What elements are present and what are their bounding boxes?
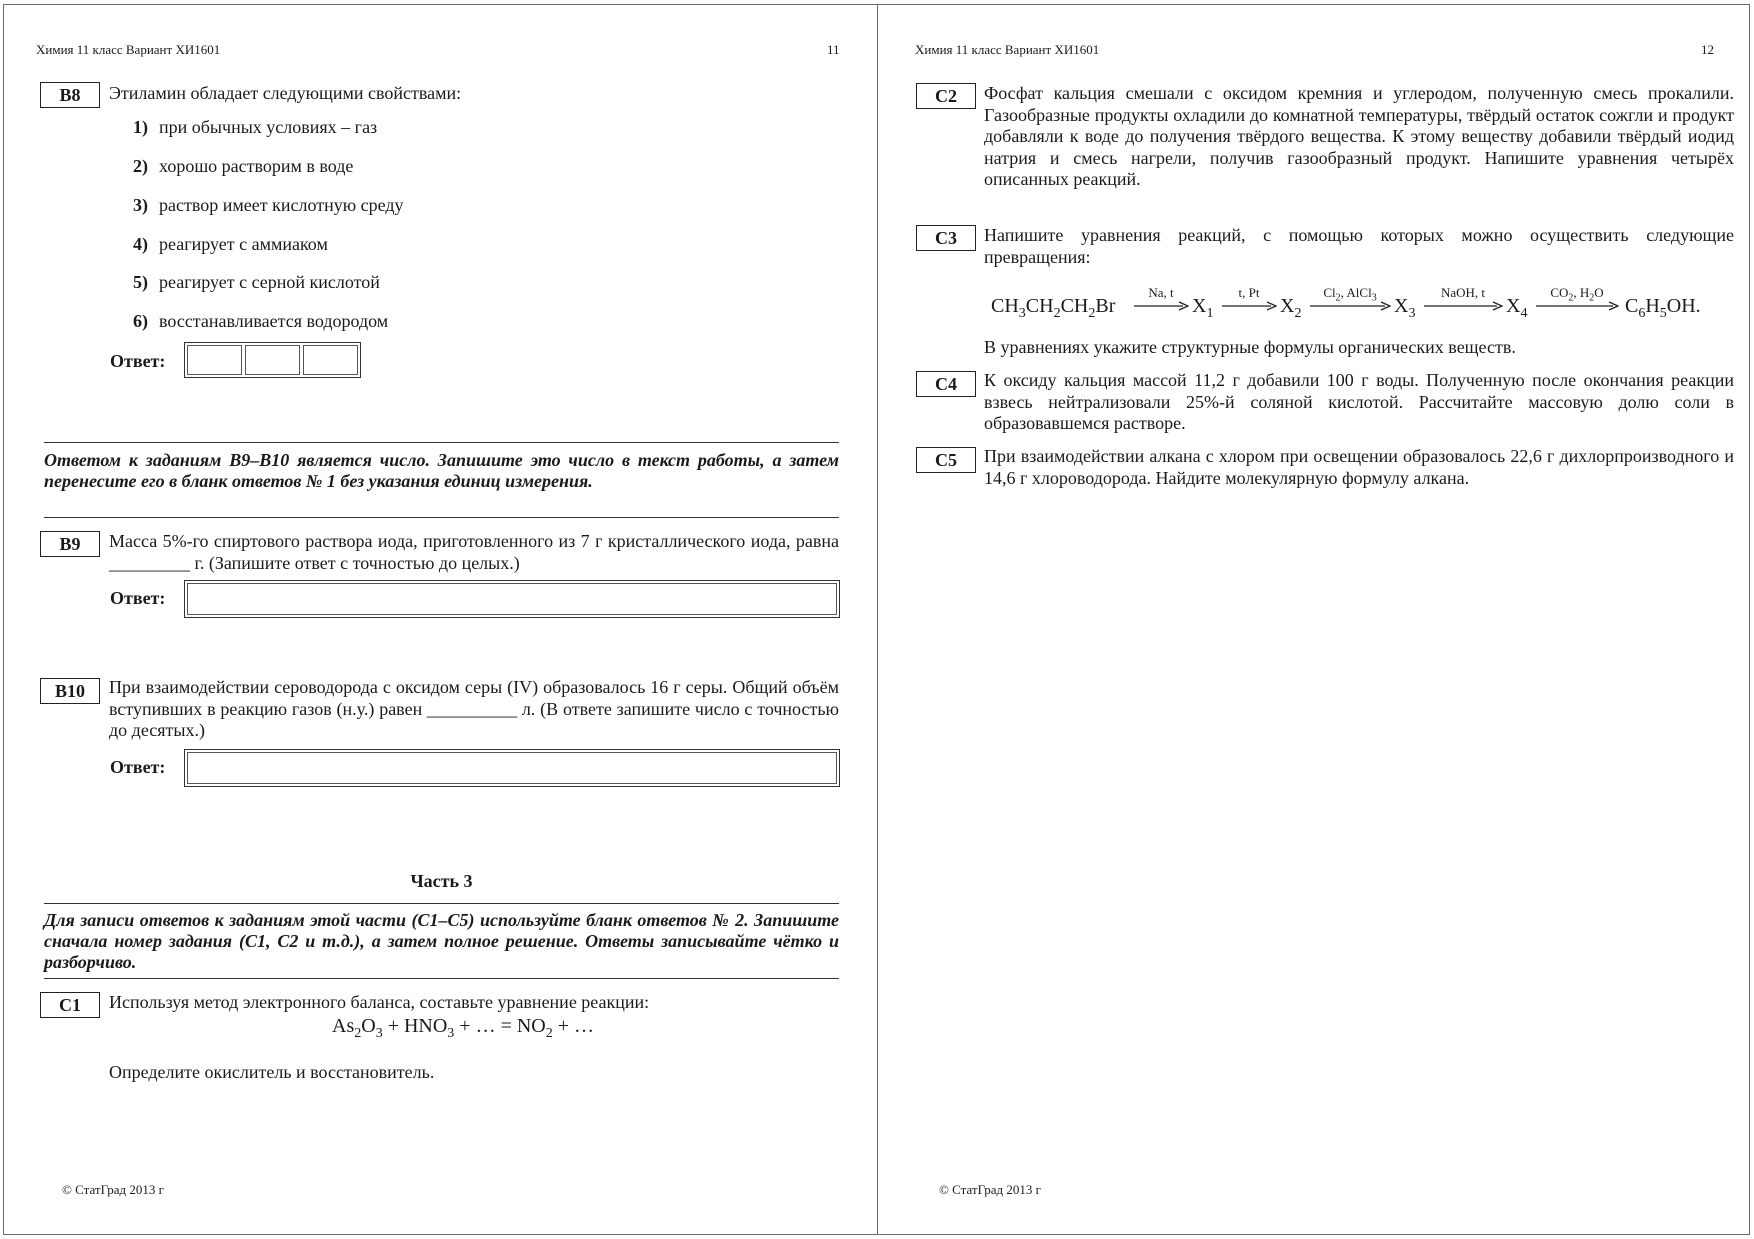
chain-arrow-5: $CO_2$, $H_2O$ <box>1535 285 1619 321</box>
task-label-c3: C3 <box>916 225 976 251</box>
chain-x1: $X_1$ <box>1192 295 1214 321</box>
chain-x4: $X_4$ <box>1506 295 1528 321</box>
b9-answer-field[interactable] <box>184 580 840 618</box>
header-title: Химия 11 класс Вариант ХИ1601 <box>915 42 1100 57</box>
task-label-c1: C1 <box>40 992 100 1018</box>
page-footer: © СтатГрад 2013 г <box>939 1182 1041 1197</box>
chain-end-compound: $C_6H_5OH$. <box>1625 295 1701 321</box>
divider <box>44 978 839 979</box>
task-label-c5: C5 <box>916 447 976 473</box>
instruction-part-3: Для записи ответов к заданиям этой части (С1–С5) используйте бланк ответов № 2. Запишите сначала номер задания (С1, С2 и т.д.), а затем полное решение. Ответы записывайте чётко и разборчиво. <box>44 910 839 972</box>
answer-cell[interactable] <box>187 345 242 375</box>
header-title: Химия 11 класс Вариант ХИ1601 <box>36 42 221 57</box>
part-3-title: Часть 3 <box>410 871 473 891</box>
right-page <box>877 4 1750 1235</box>
b8-answer-label: Ответ: <box>110 351 166 371</box>
page-footer: © СтатГрад 2013 г <box>62 1182 164 1197</box>
c3-note: В уравнениях укажите структурные формулы органических веществ. <box>984 337 1516 357</box>
arrow-icon <box>1535 300 1619 312</box>
arrow-icon <box>1309 300 1391 312</box>
c1-text: Используя метод электронного баланса, составьте уравнение реакции: <box>109 992 650 1012</box>
chain-start-compound: $CH_3CH_2CH_2Br$ <box>991 295 1116 321</box>
b8-question: Этиламин обладает следующими свойствами: <box>109 83 462 103</box>
task-label-b9: B9 <box>40 531 100 557</box>
b10-answer-field[interactable] <box>184 749 840 787</box>
page-header <box>36 42 846 58</box>
c1-followup: Определите окислитель и восстановитель. <box>109 1062 435 1082</box>
page-header <box>915 42 1735 58</box>
chain-arrow-2: t, Pt <box>1221 285 1277 321</box>
answer-cell[interactable] <box>245 345 300 375</box>
chain-x2: $X_2$ <box>1280 295 1302 321</box>
chain-arrow-3: $Cl_2$, AlCl$_3$ <box>1309 285 1391 321</box>
c4-text: К оксиду кальция массой 11,2 г добавили 100 г воды. Полученную после окончания реакции взвесь нейтрализовали 25%-й соляной кислотой. Рассчитайте массовую долю соли в образовавшемся растворе. <box>984 370 1734 433</box>
task-label-b8: B8 <box>40 82 100 108</box>
b8-option-4: 4) реагирует с аммиаком <box>133 234 328 254</box>
arrow-icon <box>1423 300 1503 312</box>
divider <box>44 442 839 443</box>
b8-option-6: 6) восстанавливается водородом <box>133 311 389 331</box>
b8-option-3: 3) раствор имеет кислотную среду <box>133 195 404 215</box>
b8-option-1: 1) при обычных условиях – газ <box>133 117 378 137</box>
b8-option-2: 2) хорошо растворим в воде <box>133 156 354 176</box>
divider <box>44 903 839 904</box>
page-number: 11 <box>827 42 840 57</box>
chain-arrow-4: NaOH, t <box>1423 285 1503 321</box>
task-label-b10: B10 <box>40 678 100 704</box>
page-number: 12 <box>1701 42 1714 57</box>
chain-x3: $X_3$ <box>1394 295 1416 321</box>
task-label-c2: C2 <box>916 83 976 109</box>
answer-cell[interactable] <box>303 345 358 375</box>
b9-text: Масса 5%-го спиртового раствора иода, приготовленного из 7 г кристаллического иода, равна _________ г. (Запишите ответ с точностью до целых.) <box>109 531 839 573</box>
c1-equation: $As_2O_3 + HNO_3$ + … = $NO_2$ + … <box>332 1015 595 1041</box>
b8-option-5: 5) реагирует с серной кислотой <box>133 272 380 292</box>
arrow-icon <box>1133 300 1189 312</box>
chain-arrow-1: Na, t <box>1133 285 1189 321</box>
task-label-c4: C4 <box>916 371 976 397</box>
instruction-b9-b10: Ответом к заданиям В9–В10 является число. Запишите это число в текст работы, а затем перенесите его в бланк ответов № 1 без указания единиц измерения. <box>44 450 839 491</box>
b10-answer-label: Ответ: <box>110 757 166 777</box>
c2-text: Фосфат кальция смешали с оксидом кремния и углеродом, полученную смесь прокалили. Газообразные продукты охладили до комнатной температуры, твёрдый остаток сожгли и продукт добавляли к воде до получения твёрдого вещества. К этому веществу добавили твёрдый иодид натрия и смесь нагрели, получив газообразный продукт. Напишите уравнения четырёх описанных реакций. <box>984 83 1734 189</box>
c3-transformation-chain <box>991 285 1751 321</box>
c3-text: Напишите уравнения реакций, с помощью которых можно осуществить следующие превращения: <box>984 225 1734 267</box>
b9-answer-label: Ответ: <box>110 588 166 608</box>
divider <box>44 517 839 518</box>
left-page <box>3 4 878 1235</box>
b10-text: При взаимодействии сероводорода с оксидом серы (IV) образовалось 16 г серы. Общий объём вступивших в реакцию газов (н.у.) равен __________ л. (В ответе запишите число с точностью до десятых.) <box>109 677 839 740</box>
c5-text: При взаимодействии алкана с хлором при освещении образовалось 22,6 г дихлорпроизводного и 14,6 г хлороводорода. Найдите молекулярную формулу алкана. <box>984 446 1734 488</box>
b8-answer-cells[interactable] <box>184 342 361 378</box>
arrow-icon <box>1221 300 1277 312</box>
